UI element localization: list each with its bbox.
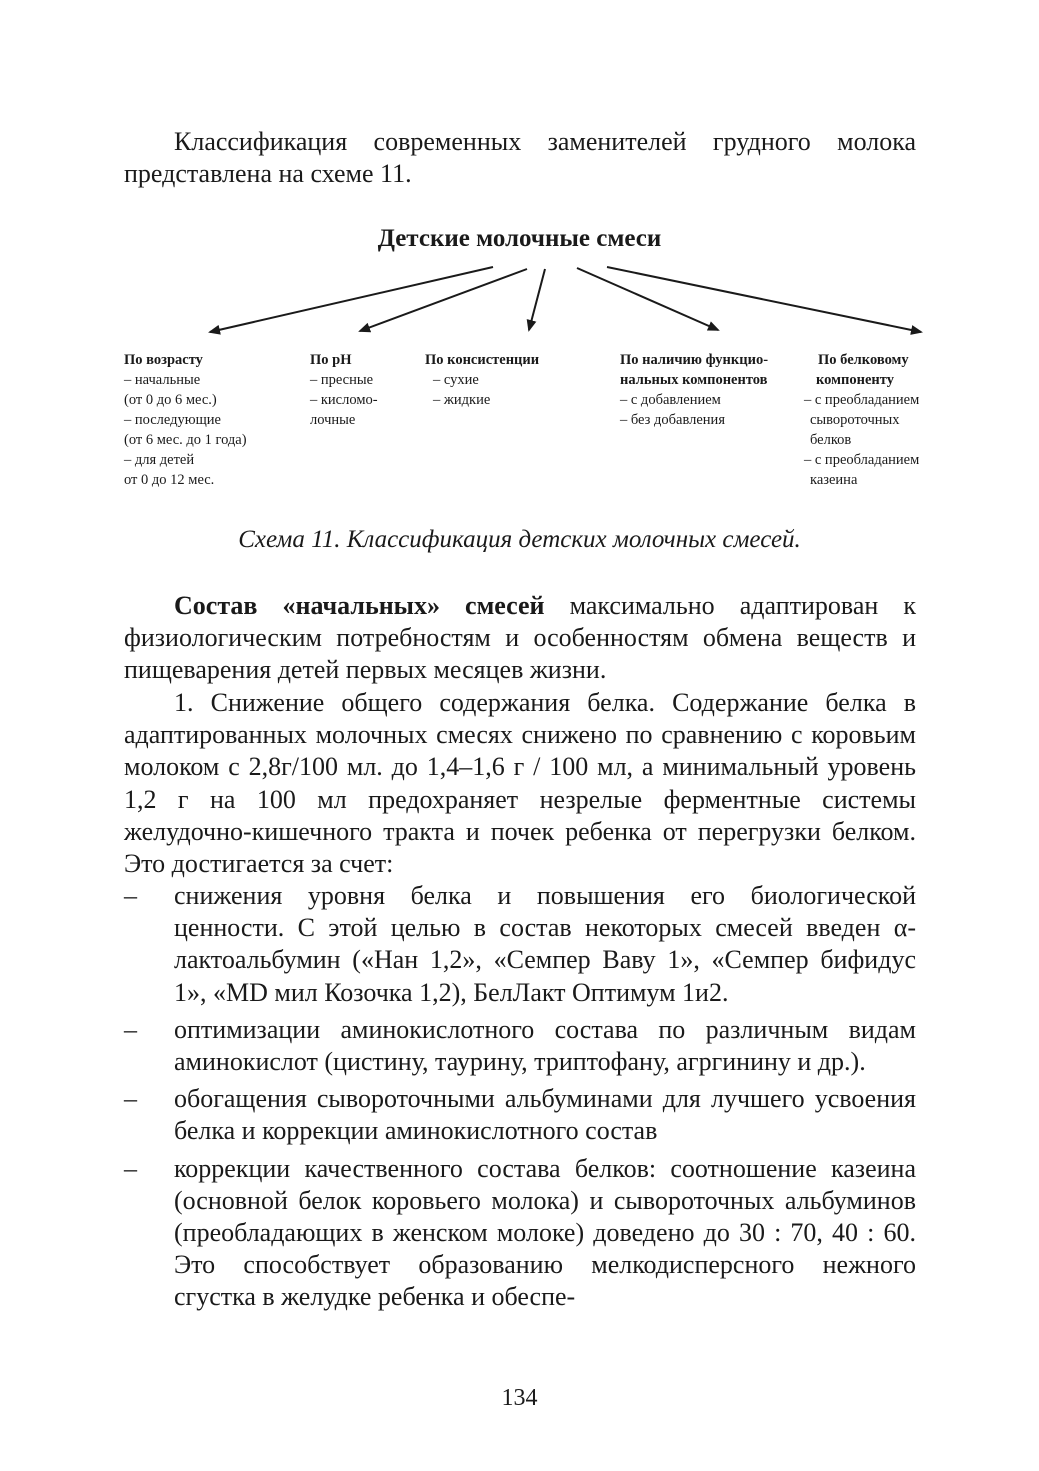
column-item: – кисломо- (310, 392, 378, 408)
dash-marker: – (124, 1153, 137, 1183)
column-item: – для детей (124, 452, 195, 468)
list-item (124, 1083, 916, 1147)
dash-marker: – (124, 1084, 137, 1114)
arrow-to-consistency (529, 269, 545, 330)
column-heading: По консистенции (425, 352, 540, 368)
scheme-column-functional (620, 350, 768, 430)
list-item-text: оптимизации аминокислотного состава по различным видам аминокислот (цистину, таурину, триптофану, агргинину и др.). (174, 1014, 916, 1077)
column-heading: По pH (310, 352, 352, 368)
column-item: – с добавлением (620, 392, 721, 408)
column-heading: По белковому (818, 352, 909, 368)
column-item: – жидкие (433, 392, 491, 408)
intro-paragraph: Классификация современных заменителей грудного молока представлена на схеме 11. (124, 127, 916, 189)
column-item: – последующие (124, 412, 221, 428)
list-item (124, 880, 916, 1009)
column-item: лочные (310, 412, 356, 428)
list-item-text: обогащения сывороточными альбуминами для лучшего усвоения белка и коррекции аминокислотного состав (174, 1084, 916, 1146)
column-heading: компоненту (816, 372, 894, 388)
column-item: (от 6 мес. до 1 года) (124, 432, 247, 448)
column-item: – без добавления (620, 412, 725, 428)
arrow-to-protein (607, 267, 921, 332)
scheme-column-age (124, 350, 247, 490)
column-item: – с преобладанием (804, 452, 920, 468)
list-item-text: снижения уровня белка и повышения его биологической ценности. С этой целью в состав некоторых смесей введен α-лактоальбумин («Нан 1,2», «Семпер Ваву 1», «Семпер бифидус 1», «MD мил Козочка 1,2), БелЛакт Оптимум 1и2. (174, 881, 916, 1007)
column-item: казеина (810, 472, 858, 488)
column-item: белков (810, 432, 852, 448)
reasons-list (124, 880, 916, 1314)
column-item: от 0 до 12 мес. (124, 472, 215, 488)
composition-lead: Состав «начальных» смесей (174, 591, 545, 620)
scheme-title: Детские молочные смеси (377, 225, 662, 252)
page-number: 134 (501, 1385, 538, 1411)
composition-text: максимально адаптирован к физиологическим потребностям и особенностям обмена веществ и пищеварения детей первых месяцев жизни. (124, 591, 916, 685)
scheme-caption: Схема 11. Классификация детских молочных смесей. (238, 526, 801, 553)
list-item (124, 1153, 916, 1314)
column-heading: По возрасту (124, 352, 203, 368)
list-item-text: коррекции качественного состава белков: соотношение казеина (основной белок коровьего молока) и сывороточных альбуминов (преобладающих в женском молоке) доведено до 30 : 70, 40 : 60. Это способствует образованию мелкодисперсного нежного сгустка в желудке ребенка и обеспе- (174, 1153, 916, 1312)
dash-marker: – (124, 881, 137, 910)
scheme-column-ph (310, 350, 378, 430)
column-item: (от 0 до 6 мес.) (124, 392, 217, 408)
column-item: – начальные (124, 372, 201, 388)
item-1-paragraph: 1. Снижение общего содержания белка. Содержание белка в адаптированных молочных смесях снижено по сравнению с коровьим молоком с 2,8г/100 мл. до 1,4–1,6 г / 100 мл, а минимальный уровень 1,2 г на 100 мл предохраняет незрелые ферментные системы желудочно-кишечного тракта и почек ребенка от перегрузки белком. Это достигается за счет: (124, 688, 916, 879)
column-item: – с преобладанием (804, 392, 920, 408)
column-item: – сухие (433, 372, 479, 388)
arrow-to-functional (577, 268, 718, 330)
list-item (124, 1014, 916, 1078)
dash-marker: – (124, 1014, 137, 1044)
column-item: – пресные (310, 372, 374, 388)
scheme-column-consistency (425, 350, 539, 410)
column-heading: По наличию функцио- (620, 352, 769, 368)
scheme-arrows (0, 0, 1039, 360)
column-heading: нальных компонентов (620, 372, 768, 388)
scheme-column-protein (804, 350, 919, 490)
column-item: сывороточных (810, 412, 900, 428)
composition-paragraph (124, 590, 916, 687)
arrow-to-age (210, 267, 493, 332)
